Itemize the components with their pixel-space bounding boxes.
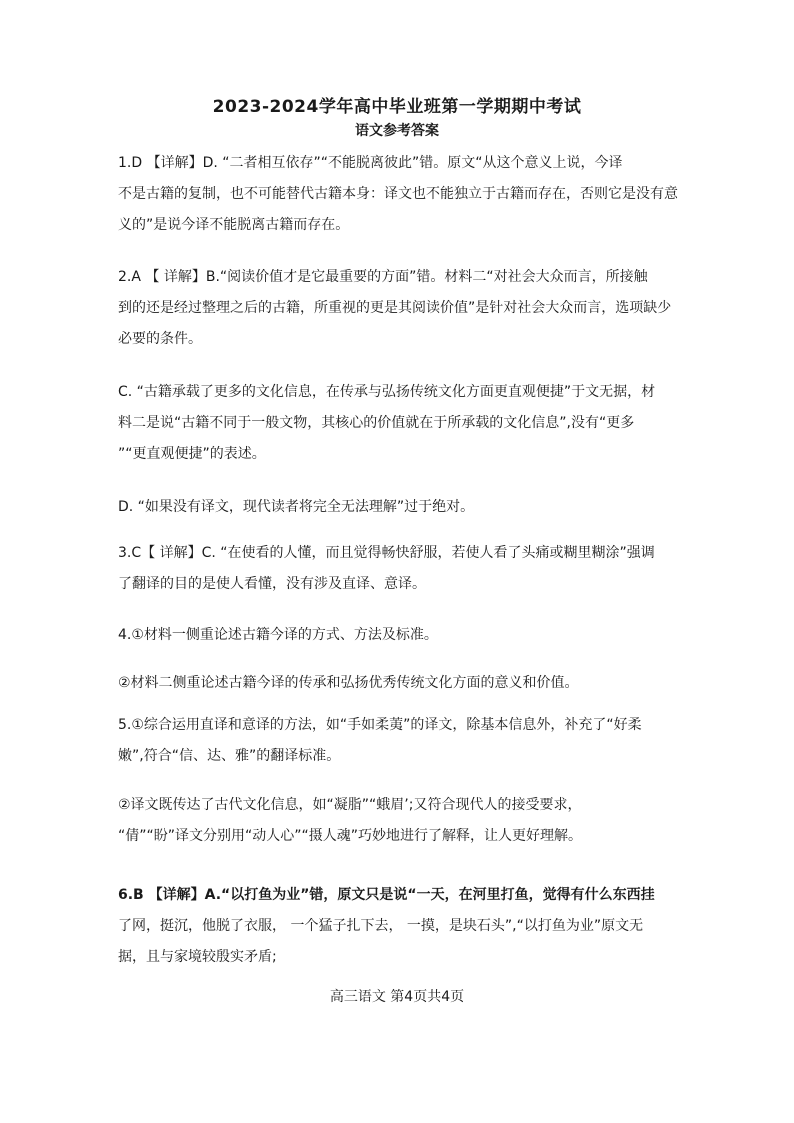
answer-6-line: 6.B 【详解】A.“以打鱼为业”错，原文只是说“一天，在河里打鱼，觉得有什么东西挂: [118, 887, 655, 903]
answer-2: [118, 262, 678, 355]
answer-2c-line: ”“更直观便捷”的表述。: [118, 446, 266, 462]
answer-6-line: 据，且与家境较殷实矛盾;: [118, 949, 277, 965]
answer-2-line: 2.A 【 详解】B.“阅读价值才是它最重要的方面”错。材料二“对社会大众而言，所接触: [118, 269, 648, 285]
answer-2c-line: C. “古籍承载了更多的文化信息，在传承与弘扬传统文化方面更直观便捷”于文无据，材: [118, 384, 656, 400]
answer-1-line: 不是古籍的复制，也不可能替代古籍本身：译文也不能独立于古籍而存在，否则它是没有意: [118, 186, 678, 202]
answer-1: [118, 148, 678, 241]
answer-5-part-1: [118, 710, 678, 772]
answer-3-line: 了翻译的目的是使人看懂，没有涉及直译、意译。: [118, 576, 426, 592]
answer-5b-line: “倩”“盼”译文分别用“动人心”“摄人魂”巧妙地进行了解释，让人更好理解。: [118, 828, 583, 844]
answer-4-part-1: [118, 620, 678, 651]
answer-3-line: 3.C【 详解】C. “在使看的人懂，而且觉得畅快舒服，若使人看了头痛或糊里糊涂”强调: [118, 545, 655, 561]
answer-5a-line: 嫩”,符合“信、达、雅”的翻译标准。: [118, 748, 341, 764]
answer-4-part-2: [118, 668, 678, 699]
answer-4b-line: ②材料二侧重论述古籍今译的传承和弘扬优秀传统文化方面的意义和价值。: [118, 675, 579, 691]
answer-2-option-d: [118, 492, 678, 523]
answer-4a-line: 4.①材料一侧重论述古籍今译的方式、方法及标准。: [118, 627, 438, 643]
answer-3: [118, 538, 678, 600]
answer-6-line: 了网，挺沉，他脱了衣服， 一个猛子扎下去， 一摸，是块石头”,“以打鱼为业”原文无: [118, 918, 644, 934]
answer-1-line: 义的”是说今译不能脱离古籍而存在。: [118, 217, 350, 233]
answer-2c-line: 料二是说“古籍不同于一般文物，其核心的价值就在于所承载的文化信息”,没有“更多: [118, 415, 635, 431]
answer-5-part-2: [118, 790, 678, 852]
answer-1-line: 1.D 【详解】D. “二者相互依存”“不能脱离彼此”错。原文“从这个意义上说，今译: [118, 155, 623, 171]
page-footer: 高三语文 第4页共4页: [329, 989, 465, 1005]
document-title: 2023-2024学年高中毕业班第一学期期中考试: [212, 97, 582, 117]
answer-2-line: 到的还是经过整理之后的古籍，所重视的更是其阅读价值”是针对社会大众而言，选项缺少: [118, 300, 672, 316]
answer-5a-line: 5.①综合运用直译和意译的方法，如“手如柔荑”的译文，除基本信息外，补充了“好柔: [118, 717, 642, 733]
answer-2-option-c: [118, 377, 678, 470]
answer-6: [118, 880, 678, 973]
document-subtitle: 语文参考答案: [355, 123, 439, 139]
answer-2-line: 必要的条件。: [118, 331, 202, 347]
answer-2d-line: D. “如果没有译文，现代读者将完全无法理解”过于绝对。: [118, 499, 475, 515]
answer-5b-line: ②译文既传达了古代文化信息，如“凝脂”“蛾眉’;又符合现代人的接受要求，: [118, 797, 582, 813]
